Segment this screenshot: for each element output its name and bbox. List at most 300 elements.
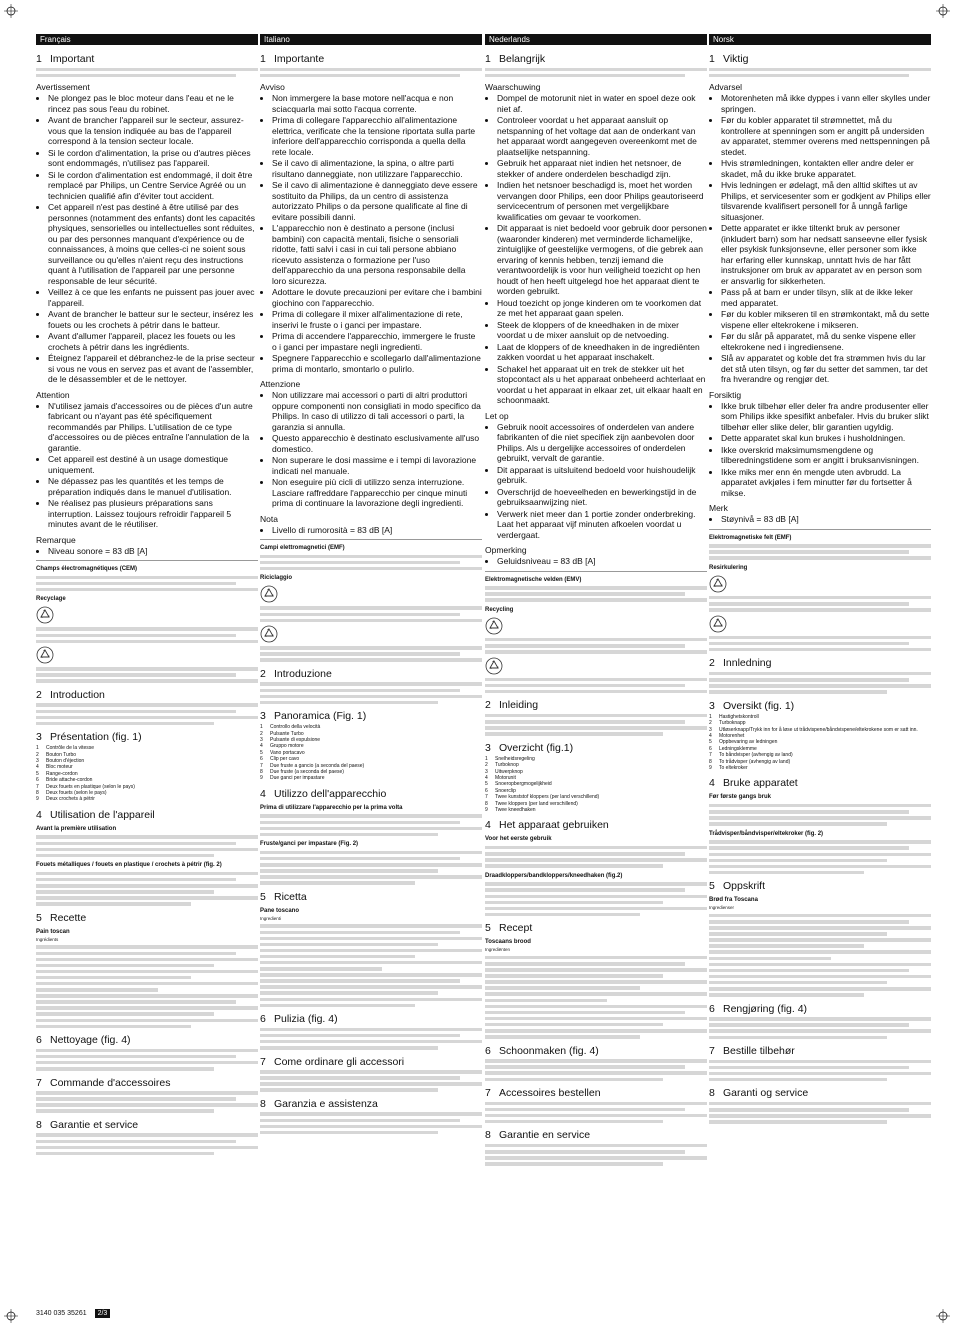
section-title: Bruke apparatet	[723, 777, 798, 790]
section-text	[36, 1091, 258, 1113]
language-label: Nederlands	[485, 34, 707, 45]
overview-label: Due fruste a gancio (a seconda del paese)	[270, 762, 365, 769]
section-heading	[709, 1003, 931, 1015]
section-title: Innledning	[723, 657, 772, 670]
overview-number: 6	[260, 756, 263, 763]
fine-print-line	[260, 1082, 482, 1086]
section-heading	[260, 891, 482, 903]
section-title: Utilizzo dell'apparecchio	[274, 787, 387, 800]
fine-print-line	[709, 804, 931, 808]
fine-print-line	[485, 690, 707, 694]
warning-item: • Slå av apparatet og koble det fra strømmen hvis du lar det stå uten tilsyn, og før du setter det sammen, tar det fra hverandre og rengjør det.	[721, 353, 931, 385]
fine-print-line	[36, 1097, 236, 1101]
fine-print-line	[485, 1162, 663, 1166]
fine-print-line	[485, 858, 707, 862]
recipe-ingredients-heading: Ingredienti	[260, 915, 282, 921]
section-heading	[485, 699, 707, 711]
section-text	[260, 1028, 482, 1050]
warning-item: • Avant de brancher l'appareil sur le secteur, assurez-vous que la tension indiquée au bas de l'appareil correspond à la tension secteur locale.	[48, 115, 258, 147]
fine-print-line	[709, 969, 909, 973]
caution-heading: Forsiktig	[709, 389, 742, 400]
recycling-text	[709, 636, 931, 652]
fine-print-line	[485, 714, 707, 718]
caution-item: • Ne dépassez pas les quantités et les temps de préparation indiqués dans le manuel d'utilisation.	[48, 476, 258, 497]
fine-print-line	[36, 994, 258, 998]
warning-item: • Ne plongez pas le bloc moteur dans l'eau et ne le rincez pas sous l'eau du robinet.	[48, 93, 258, 114]
recipe-ingredients-heading: Ingrediënten	[485, 947, 511, 953]
note-heading: Nota	[260, 513, 278, 524]
crossed-bin-icon	[709, 615, 727, 633]
warning-list	[709, 93, 931, 385]
section-title: Nettoyage (fig. 4)	[50, 1034, 131, 1047]
fine-print-line	[260, 985, 482, 989]
section-text	[260, 1112, 482, 1134]
section-title: Introduzione	[274, 667, 332, 680]
recycling-heading: Recyclage	[36, 596, 66, 603]
overview-item	[709, 765, 931, 771]
warning-item: • Dompel de motorunit niet in water en spoel deze ook niet af.	[497, 93, 707, 114]
introduction-text	[709, 672, 931, 694]
overview-label: Twee kneedhaken	[495, 806, 536, 813]
warning-item: • Éteignez l'appareil et débranchez-le de la prise secteur si vous ne vous en servez pas et avant de l'assembler, de le désassembler et de le nettoyer.	[48, 353, 258, 385]
fine-print-line	[709, 920, 909, 924]
divider	[709, 529, 931, 530]
fine-print-line	[709, 608, 931, 612]
overview-item	[485, 807, 707, 813]
fine-print-line	[485, 864, 663, 868]
language-label: Norsk	[709, 34, 931, 45]
overview-label: Hastighetskontroll	[719, 713, 759, 720]
section-title: Garantie et service	[50, 1118, 139, 1131]
overview-number: 8	[36, 790, 39, 797]
fine-print-line	[709, 1017, 931, 1021]
recycling-heading: Recycling	[485, 606, 514, 613]
fine-print-line	[260, 658, 482, 662]
caution-item: • Ikke overskrid maksimumsmengdene og tilberedningstidene som er angitt i bruksanvisningen.	[721, 445, 931, 466]
emf-heading: Champs électromagnétiques (CEM)	[36, 566, 138, 573]
caution-item: • Ne réalisez pas plusieurs préparations sans interruption. Laissez toujours refroidir l'appareil 5 minutes avant de le réutiliser.	[48, 498, 258, 530]
fine-print-line	[260, 74, 460, 78]
section-heading	[36, 731, 258, 743]
fine-print-line	[36, 976, 191, 980]
overview-list	[485, 756, 707, 814]
overview-number: 4	[260, 743, 263, 750]
fine-print-line	[709, 74, 909, 78]
fine-print-line	[260, 1040, 482, 1044]
crop-mark-bottom-right	[936, 1309, 950, 1323]
section-text	[485, 1144, 707, 1166]
fine-print-line	[260, 68, 482, 72]
overview-number: 7	[260, 762, 263, 769]
fine-print-line	[485, 968, 707, 972]
fine-print-line	[260, 967, 382, 971]
overview-item	[260, 775, 482, 781]
fine-print-line	[709, 1120, 887, 1124]
overview-label: Twee kloppers (per land verschillend)	[495, 800, 578, 807]
fine-print-line	[36, 964, 214, 968]
fine-print-line	[260, 1125, 482, 1129]
recipe-text	[260, 924, 482, 1007]
fine-print-line	[485, 644, 685, 648]
caution-item: • Ikke miks mer enn én mengde uten avbrudd. La apparatet avkjøles i fem minutter før du fortsetter å mikse.	[721, 467, 931, 499]
emf-text	[36, 576, 258, 592]
fine-print-line	[260, 567, 482, 571]
section-title: Inleiding	[499, 699, 539, 712]
overview-label: Deux fouets en plastique (selon le pays)	[46, 783, 135, 790]
intro-text	[36, 68, 258, 78]
caution-item: • Ikke bruk tilbehør eller deler fra andre produsenter eller som Philips ikke spesifikt anbefaler. Hvis du bruker slikt tilbehør eller slike deler, blir garantien ugyldig.	[721, 401, 931, 433]
section-number: 1	[709, 53, 715, 65]
overview-number: 5	[709, 739, 712, 746]
fine-print-line	[485, 1156, 707, 1160]
section-text	[485, 1059, 707, 1081]
section-number: 3	[485, 741, 491, 754]
section-number: 4	[709, 777, 715, 790]
note-heading: Merk	[709, 503, 728, 514]
section-title: Présentation (fig. 1)	[50, 731, 142, 744]
fine-print-line	[36, 1006, 258, 1010]
warning-item: • Prima di collegare il mixer all'alimentazione di rete, inserivi le fruste o i ganci per impastare.	[272, 309, 482, 330]
section-heading	[260, 1056, 482, 1068]
section-text	[485, 1102, 707, 1124]
note-item: • Støynivå = 83 dB [A]	[721, 514, 931, 525]
note-heading: Opmerking	[485, 545, 527, 556]
fine-print-line	[260, 646, 482, 650]
section-number: 7	[485, 1087, 491, 1099]
fine-print-line	[260, 1070, 482, 1074]
fine-print-line	[485, 962, 685, 966]
fine-print-line	[485, 1150, 685, 1154]
fine-print-line	[485, 732, 663, 736]
fine-print-line	[260, 652, 460, 656]
section-heading	[485, 1129, 707, 1141]
document-footer	[36, 1309, 110, 1318]
warning-heading: Avviso	[260, 82, 285, 93]
fine-print-line	[485, 678, 707, 682]
introduction-text	[36, 703, 258, 725]
recipe-title: Pane toscano	[260, 907, 300, 914]
recipe-title: Pain toscan	[36, 928, 70, 935]
fine-print-line	[260, 931, 460, 935]
column-italiano	[260, 34, 482, 1296]
fine-print-line	[36, 958, 258, 962]
fine-print-line	[260, 955, 415, 959]
overview-label: Motorunit	[495, 774, 516, 781]
fine-print-line	[36, 952, 236, 956]
section-number: 7	[36, 1076, 42, 1089]
fine-print-line	[709, 859, 887, 863]
note-list	[485, 556, 707, 567]
warning-item: • Hvis ledningen er ødelagt, må den alltid skiftes ut av Philips, et servicesenter som er godkjent av Philips eller tilsvarende kvalifisert personell for å unngå farlige situasjoner.	[721, 180, 931, 222]
fine-print-line	[260, 961, 482, 965]
fine-print-line	[709, 938, 931, 942]
section-text	[709, 1060, 931, 1082]
warning-heading: Waarschuwing	[485, 82, 541, 93]
recycle-icon	[36, 606, 54, 624]
section-title: Viktig	[723, 53, 749, 65]
warning-item: • Schakel het apparaat uit en trek de stekker uit het stopcontact als u het apparaat onbeheerd achterlaat en voordat u het apparaat in elkaar zet, uit elkaar haalt en schoonmaakt.	[497, 364, 707, 406]
fine-print-line	[260, 1119, 460, 1123]
fine-print-line	[485, 852, 685, 856]
section-number: 8	[709, 1087, 715, 1100]
fine-print-line	[260, 682, 482, 686]
overview-label: To eltekroker	[719, 764, 748, 771]
language-label: Italiano	[260, 34, 482, 45]
fine-print-line	[260, 1004, 415, 1008]
warning-item: • Avant d'allumer l'appareil, placez les fouets ou les crochets à pétrir dans les ingrédients.	[48, 331, 258, 352]
fine-print-line	[485, 1017, 707, 1021]
fine-print-line	[36, 582, 236, 586]
fine-print-line	[485, 68, 707, 72]
overview-label: Bouton Turbo	[46, 751, 77, 758]
caution-item: • Overschrijd de hoeveelheden en bewerkingstijd in de gebruiksaanwijzing niet.	[497, 487, 707, 508]
fine-print-line	[36, 673, 236, 677]
column-francais	[36, 34, 258, 1296]
section-number: 5	[260, 890, 266, 903]
recipe-title: Brød fra Toscana	[709, 897, 758, 904]
section-title: Pulizia (fig. 4)	[274, 1013, 338, 1026]
section-text	[709, 1017, 931, 1039]
fine-print-line	[36, 835, 258, 839]
fine-print-line	[709, 810, 909, 814]
fine-print-line	[485, 1120, 663, 1124]
fine-print-line	[709, 550, 909, 554]
fine-print-line	[485, 907, 707, 911]
overview-label: Oppbevaring av ledningen	[719, 739, 778, 746]
fine-print-line	[709, 822, 887, 826]
fine-print-line	[485, 1102, 707, 1106]
crop-mark-top-left	[4, 4, 18, 18]
fine-print-line	[485, 1078, 663, 1082]
overview-number: 8	[709, 758, 712, 765]
fine-print-line	[36, 627, 258, 631]
overview-label: Bride attache-cordon	[46, 777, 93, 784]
warning-item: • Prima di accendere l'apparecchio, immergere le fruste o i ganci per impastare negli ingredienti.	[272, 331, 482, 352]
fine-print-line	[36, 878, 236, 882]
emf-heading: Elektromagnetische velden (EMV)	[485, 576, 582, 583]
warning-heading: Advarsel	[709, 82, 743, 93]
section-number: 2	[485, 699, 491, 712]
note-list	[709, 514, 931, 525]
section-heading	[36, 912, 258, 924]
column-norsk	[709, 34, 931, 1296]
note-item: • Niveau sonore = 83 dB [A]	[48, 546, 258, 557]
section-heading	[36, 1119, 258, 1131]
first-use-heading: Før første gangs bruk	[709, 794, 772, 801]
crossed-bin-icon	[260, 625, 278, 643]
overview-number: 1	[36, 745, 39, 752]
overview-label: Bouton d'éjection	[46, 758, 85, 765]
warning-item: • Før du kobler apparatet til strømnettet, må du kontrollere at spenningen som er angitt på undersiden av apparatet, stemmer overens med nettspenningen på stedet.	[721, 115, 931, 157]
section-number: 1	[260, 53, 266, 65]
recycling-heading: Resirkulering	[709, 564, 748, 571]
recipe-ingredients-heading: Ingredienser	[709, 905, 735, 911]
crop-mark-top-right	[936, 4, 950, 18]
fine-print-line	[36, 1019, 258, 1023]
fine-print-line	[36, 1067, 214, 1071]
overview-number: 3	[260, 737, 263, 744]
fine-print-line	[36, 1055, 236, 1059]
fine-print-line	[709, 853, 931, 857]
fine-print-line	[260, 851, 482, 855]
fine-print-line	[36, 1146, 258, 1150]
caution-list	[709, 401, 931, 499]
section-number: 1	[36, 53, 42, 65]
section-heading	[260, 788, 482, 800]
page-number: 2/3	[95, 1309, 111, 1318]
fine-print-line	[36, 722, 214, 726]
fine-print-line	[709, 846, 909, 850]
warning-item: • Før du slår på apparatet, må du senke vispene eller eltekrokene ned i ingrediensene.	[721, 331, 931, 352]
fine-print-line	[709, 602, 909, 606]
section-title: Garantie en service	[499, 1129, 591, 1142]
overview-label: Controllo della velocità	[270, 724, 321, 731]
section-number: 2	[36, 688, 42, 701]
fine-print-line	[485, 901, 663, 905]
overview-label: Snoerclip	[495, 787, 516, 794]
section-title: Ricetta	[274, 890, 307, 903]
overview-number: 2	[485, 762, 488, 769]
section-number: 6	[709, 1002, 715, 1015]
fine-print-line	[260, 1112, 482, 1116]
fine-print-line	[260, 1076, 460, 1080]
fine-print-line	[260, 979, 460, 983]
language-label: Français	[36, 34, 258, 45]
fine-print-line	[36, 1049, 258, 1053]
fine-print-line	[260, 1046, 438, 1050]
section-heading	[709, 53, 931, 65]
fine-print-line	[260, 833, 438, 837]
section-number: 4	[260, 787, 266, 800]
recipe-text	[709, 914, 931, 997]
overview-label: Twee kunststof kloppers (per land verschillend)	[495, 794, 600, 801]
overview-label: Snelheidsregeling	[495, 755, 535, 762]
overview-item	[36, 796, 258, 802]
warning-item: • Se il cavo di alimentazione è danneggiato deve essere sostituito da Philips, da un centro di assistenza autorizzato Philips o da persone qualificate al fine di evitare possibili danni.	[272, 180, 482, 222]
column-nederlands	[485, 34, 707, 1296]
caution-list	[260, 390, 482, 509]
section-number: 6	[260, 1013, 266, 1026]
fine-print-line	[485, 1005, 707, 1009]
fine-print-line	[260, 619, 482, 623]
fine-print-line	[709, 636, 931, 640]
fine-print-line	[485, 846, 707, 850]
overview-label: Bloc moteur	[46, 764, 73, 771]
warning-item: • Non immergere la base motore nell'acqua e non sciacquarla mai sotto l'acqua corrente.	[272, 93, 482, 114]
overview-label: Ledningsklemme	[719, 745, 757, 752]
fine-print-line	[485, 1035, 640, 1039]
fine-print-line	[260, 695, 482, 699]
section-number: 6	[36, 1034, 42, 1047]
fine-print-line	[260, 998, 482, 1002]
section-number: 2	[260, 667, 266, 680]
document-code: 3140 035 35261	[36, 1310, 87, 1317]
fine-print-line	[709, 556, 931, 560]
overview-label: Gruppo motore	[270, 743, 304, 750]
fine-print-line	[36, 854, 214, 858]
fine-print-line	[260, 1088, 438, 1092]
caution-item: • Verwerk niet meer dan 1 portie zonder onderbreking. Laat het apparaat vijf minuten afkoelen voordat u verdergaat.	[497, 509, 707, 541]
section-heading	[260, 1098, 482, 1110]
fine-print-line	[709, 840, 931, 844]
note-item: • Livello di rumorosità = 83 dB [A]	[272, 525, 482, 536]
recycling-text	[709, 596, 931, 612]
fine-print-line	[485, 999, 607, 1003]
section-text	[36, 1049, 258, 1071]
section-title: Come ordinare gli accessori	[274, 1055, 405, 1068]
fine-print-line	[260, 857, 460, 861]
caution-item: • Non eseguire più cicli di utilizzo senza interruzione. Lasciare raffreddare l'apparecchio per cinque minuti prima di continuare la lavorazione degli ingredienti.	[272, 477, 482, 509]
fine-print-line	[36, 1025, 191, 1029]
section-text	[709, 1102, 931, 1124]
fine-print-line	[260, 689, 460, 693]
fine-print-line	[709, 975, 931, 979]
fine-print-line	[709, 1078, 887, 1082]
attachments-text	[485, 882, 707, 916]
warning-item: • Hvis strømledningen, kontakten eller andre deler er skadet, må du ikke bruke apparatet.	[721, 158, 931, 179]
section-number: 5	[485, 922, 491, 935]
fine-print-line	[485, 882, 707, 886]
fine-print-line	[36, 945, 258, 949]
warning-list	[260, 93, 482, 374]
section-heading	[709, 777, 931, 789]
fine-print-line	[485, 1108, 685, 1112]
fine-print-line	[709, 1072, 931, 1076]
fine-print-line	[36, 74, 236, 78]
fine-print-line	[709, 1060, 931, 1064]
attachments-heading: Fruste/ganci per impastare (Fig. 2)	[260, 841, 359, 848]
fine-print-line	[709, 672, 931, 676]
section-heading	[485, 1045, 707, 1057]
fine-print-line	[260, 555, 482, 559]
fine-print-line	[260, 991, 438, 995]
overview-label: Turboknop	[495, 762, 519, 769]
recycle-icon	[709, 575, 727, 593]
section-title: Belangrijk	[499, 53, 546, 65]
fine-print-line	[485, 726, 707, 730]
warning-item: • Controleer voordat u het apparaat aansluit op netspanning of het voltage dat aan de onderkant van het apparaat wordt aangegeven overeenkomt met de plaatselijke netspanning.	[497, 115, 707, 157]
fine-print-line	[36, 716, 258, 720]
section-title: Recette	[50, 911, 87, 924]
overview-number: 4	[36, 764, 39, 771]
warning-item: • Avant de brancher le batteur sur le secteur, insérez les fouets ou les crochets à pétrir dans le batteur.	[48, 309, 258, 330]
overview-number: 5	[260, 749, 263, 756]
fine-print-line	[36, 634, 236, 638]
fine-print-line	[36, 1091, 258, 1095]
crop-mark-bottom-left	[4, 1309, 18, 1323]
attachments-text	[709, 840, 931, 874]
overview-list	[260, 724, 482, 782]
fine-print-line	[260, 881, 415, 885]
warning-item: • Indien het netsnoer beschadigd is, moet het worden vervangen door Philips, een door Philips geautoriseerd servicecentrum of personen met vergelijkbare kwalificaties om gevaar te voorkomen.	[497, 180, 707, 222]
caution-item: • Dit apparaat is uitsluitend bedoeld voor huishoudelijk gebruik.	[497, 465, 707, 486]
fine-print-line	[709, 1066, 909, 1070]
fine-print-line	[485, 684, 685, 688]
fine-print-line	[709, 987, 931, 991]
crossed-bin-icon	[485, 657, 503, 675]
overview-list	[709, 714, 931, 772]
section-title: Oppskrift	[723, 880, 766, 893]
overview-label: Snoeropbergmogelijkheid	[495, 781, 552, 788]
warning-item: • Dit apparaat is niet bedoeld voor gebruik door personen (waaronder kinderen) met verminderde lichamelijke, zintuiglijke of geestelijke vermogens, of die gebrek aan ervaring of kennis hebben, tenzij iemand die verantwoordelijk is voor hun veiligheid toezicht op hen houdt of hen heeft uitgelegd hoe het apparaat dient te worden gebruikt.	[497, 223, 707, 297]
attachments-heading: Fouets métalliques / fouets en plastique / crochets à pétrir (fig. 2)	[36, 862, 222, 869]
recipe-text	[485, 956, 707, 1039]
fine-print-line	[36, 710, 236, 714]
warning-item: • L'apparecchio non è destinato a persone (inclusi bambini) con capacità mentali, fisiche o sensoriali ridotte, fatti salvi i casi in cui tali persone abbiano ricevuto assistenza o formazione per l'uso dell'apparecchio da una persona responsabile della loro sicurezza.	[272, 223, 482, 286]
fine-print-line	[485, 992, 707, 996]
section-number: 7	[260, 1055, 266, 1068]
section-title: Importante	[274, 53, 325, 65]
